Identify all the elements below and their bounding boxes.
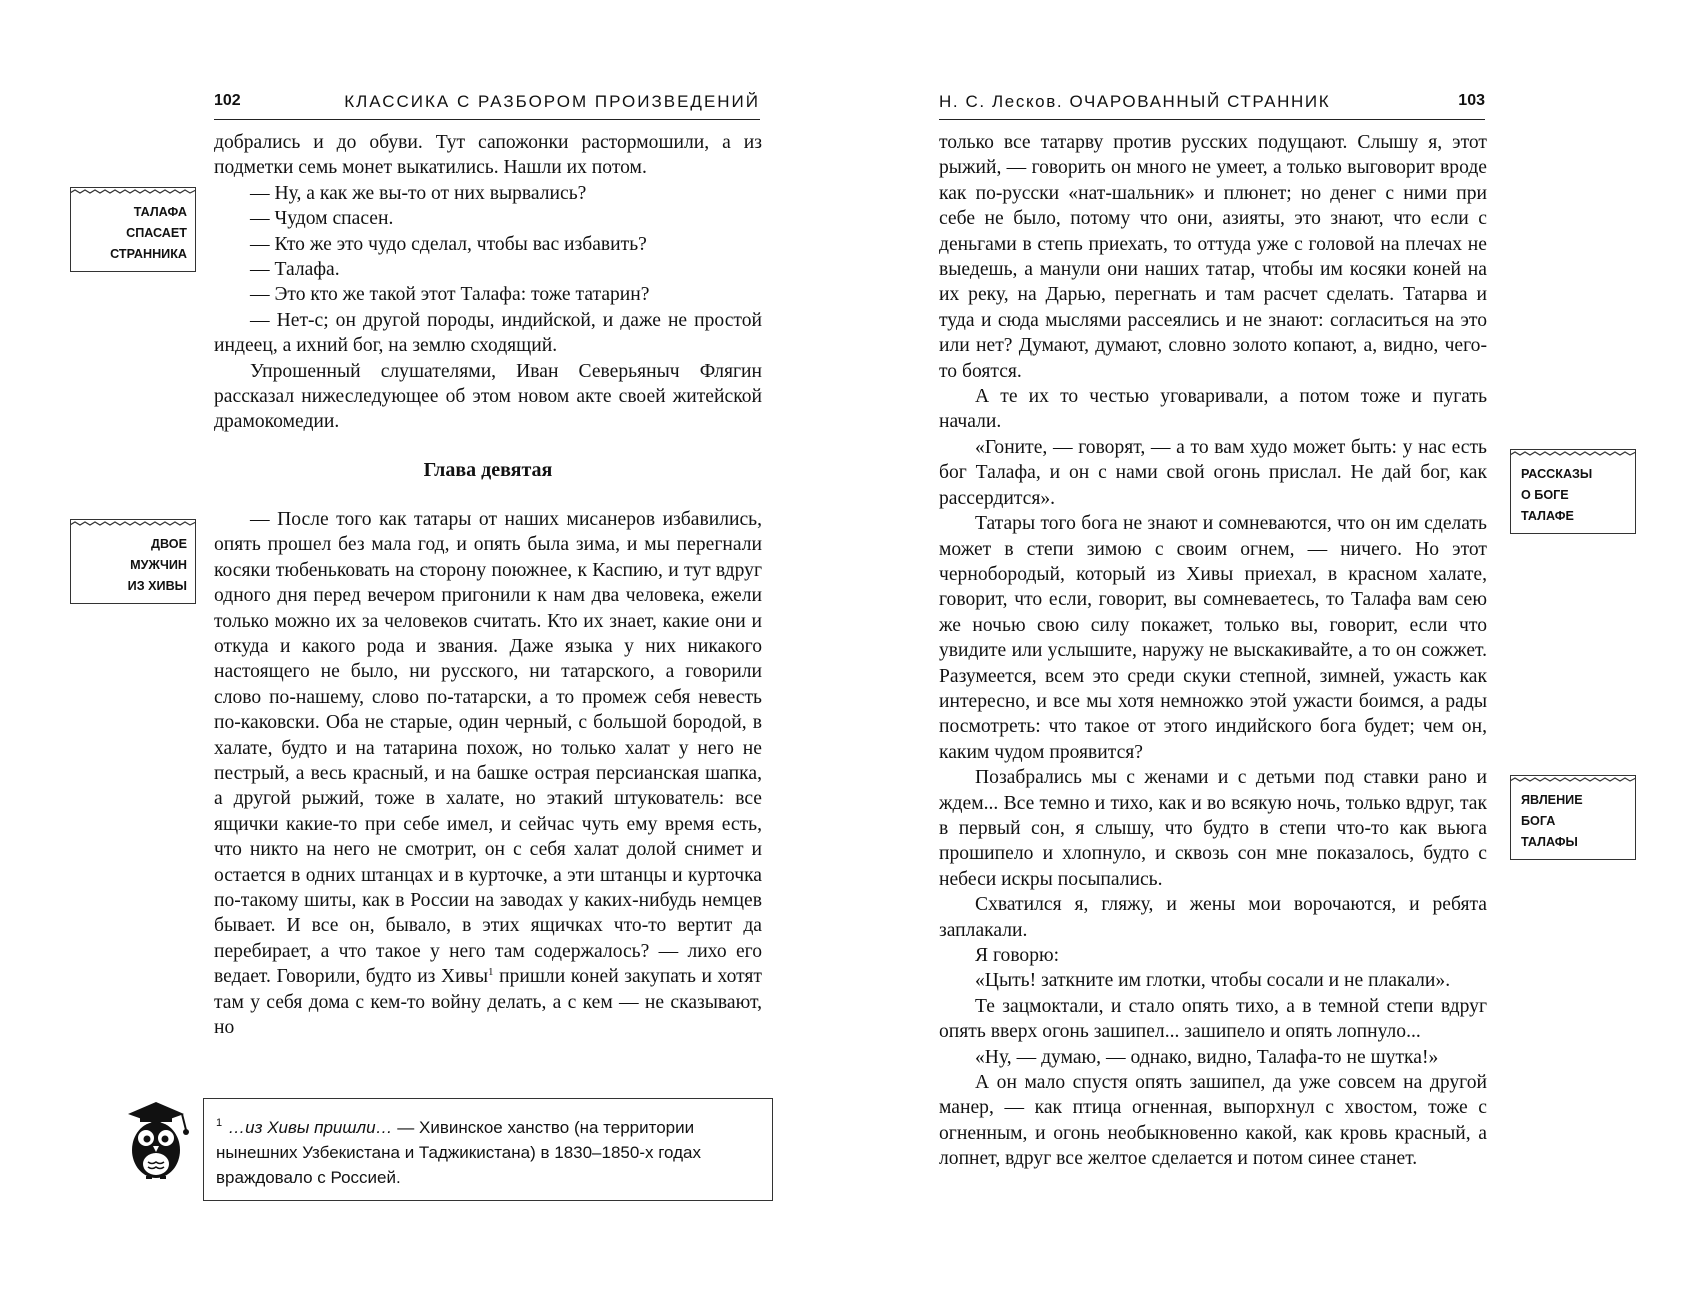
tag-line: МУЖЧИН [130,558,187,572]
tag-line: ЯВЛЕНИЕ [1521,793,1583,807]
chapter-paragraph [214,507,762,1041]
footnote-reference[interactable]: 1 [488,966,494,979]
left-running-header [214,89,760,120]
chapter-title: Глава девятая [423,458,553,481]
footnote-text: — Хивинское ханство (на территории нынешних Узбекистана и Таджикистана) в 1830–1850-х годах враждовало с Россией. [216,1118,701,1187]
right-page [845,0,1690,1312]
tag-line: ИЗ ХИВЫ [127,579,187,593]
paragraph: — Талафа. [250,259,340,281]
margin-tag-stories-talafa [1510,449,1636,534]
paragraph: «Ну, — думаю, — однако, видно, Талафа-то не шутка!» [975,1046,1439,1068]
tag-line: ТАЛАФЫ [1521,835,1578,849]
right-body-text [939,130,1487,1172]
chapter-text-part2: пришли коней закупать и хотят там у себя дома с кем-то войну делать, а с кем — не сказывают, но [214,966,762,1038]
paragraph: Позабрались мы с женами и с детьми под ставки рано и ждем... Все темно и тихо, как и во всякую ночь, только вдруг, так в первый сон, я слышу, что будто в степи что-то как вьюга прошипело и хлопнуло, и сквозь сон мне показалось, будто с небеси искры посыпались. [939,767,1487,890]
paragraph: только все татарву против русских подущают. Слышу я, этот рыжий, — говорить он много не умеет, а только выговорит вроде как по-русски «нат-шальник» и плюнет; но денег с ними при себе не было, потому что они, азияты, это знают, что если с деньгами в степь приехать, то оттудa уже с головой на плечах не выедешь, а манули они наших татар, чтобы им косяки коней на их реку, на Дарью, перегнать и там расчет сделать. Татарва и туда и сюда мыслями рассеялись и не знают: согласиться на это или нет? Думают, думают, словно золото копают, а, видно, чего-то боятся. [939,132,1487,382]
paragraph: — Ну, а как же вы-то от них вырвались? [250,182,587,204]
margin-tag-two-men [70,519,196,604]
paragraph: А те их то честью уговаривали, а потом тоже и пугать начали. [939,386,1487,433]
footnote-box [203,1098,773,1201]
right-running-header [939,89,1485,120]
paragraph: «Гоните, — говорят, — а то вам худо может быть: у нас есть бог Талафа, и он с нами свой огонь прислал. Не дай бог, как рассердится». [939,436,1487,509]
right-page-number: 103 [1458,92,1485,109]
paragraph: Упрошенный слушателями, Иван Северьяныч Флягин рассказал нижеследующее об этом новом акте своей житейской драмокомедии. [214,360,762,433]
paragraph: — Нет-с; он другой породы, индийской, и даже не простой индеец, а ихний бог, на землю сходящий. [214,309,762,357]
tag-line: СТРАННИКА [110,247,187,261]
paragraph: Татары того бога не знают и сомневаются, что он им сделать может в степи зимою с своим огнем, — ничего. Но этот чернобородый, который из Хивы приехал, в красном халате, говорит, что если, говорит, вы сомневаетесь, то Талафа вам сею же ночью свою силу покажет, только вы, говорит, если что увидите или услышите, наружу не выскакивайте, а то он сожжет. Разумеется, всем это среди скуки степной, зимней, ужасть как интересно, и все мы хотя немножко этой ужасти боимся, а рады посмотреть: что такое от этого индийского бога будет; чем он, каким чудом проявится? [939,513,1487,763]
owl-icon [120,1096,192,1180]
tag-line: СПАСАЕТ [126,226,187,240]
zigzag-edge [70,519,196,531]
zigzag-edge [70,187,196,199]
right-header-title: Н. С. Лесков. ОЧАРОВАННЫЙ СТРАННИК [939,92,1331,111]
left-body-text [214,130,762,1040]
tag-line: ТАЛАФЕ [1521,509,1574,523]
paragraph: «Цыть! заткните им глотки, чтобы сосали и не плакали». [975,970,1451,992]
paragraph: Схватился я, гляжу, и жены мои ворочаются, и ребята заплакали. [939,894,1487,941]
tag-line: О БОГЕ [1521,488,1569,502]
footnote-number: 1 [216,1117,223,1129]
left-header-title: КЛАССИКА С РАЗБОРОМ ПРОИЗВЕДЕНИЙ [344,92,760,111]
paragraph: — Чудом спасен. [250,208,394,230]
paragraph: — Кто же это чудо сделал, чтобы вас избавить? [250,233,647,255]
zigzag-edge [1510,775,1636,787]
paragraph: Я говорю: [975,945,1060,966]
tag-line: ТАЛАФА [133,205,187,219]
paragraph: добрались и до обуви. Тут сапожонки растормошили, а из подметки семь монет выкатились. Нашли их потом. [214,132,762,179]
footnote-quote: …из Хивы пришли… [228,1118,393,1137]
paragraph: А он мало спустя опять зашипел, да уже совсем на другой манер, — как птица огненная, выпорхнул с хвостом, тоже с огненным, и огонь необыкновенно какой, как кровь красный, а лопнет, вдруг все желтое сделается и потом синее станет. [939,1072,1487,1170]
chapter-text-part1: — После того как татары от наших мисанеров избавились, опять прошел без мала год, и опять была зима, и мы перегнали косяки тюбеньковать на сторону поюжнее, к Каспию, и тут вдруг одного дня перед вечером пригонили к нам два человека, ежели только можно их за человеков считать. Кто их знает, какие они и откуда и какого рода и звания. Даже языка у них никакого настоящего не было, ни русского, ни татарского, а говорили слово по-нашему, слово по-татарски, а то промеж себя невесть по-каковски. Оба не старые, один черный, с большой бородой, в халате, будто и на татарина похож, но только халат у него не пестрый, а весь красный, и на башке острая персианская шапка, а другой рыжий, тоже в халате, но этакий штукователь: все ящички какие-то при себе имел, и сейчас чуть ему время есть, что никто на него не смотрит, он с себя халат долой снимет и остается в одних штанцах и в курточке, а эти штанцы и курточка по-такому шиты, как в России на заводах у каких-нибудь немцев бывает. И все он, бывало, в этих ящичках что-то вертит да перебирает, а что такое у него там содержалось? — лихо его ведает. Говорили, будто из Хивы [214,508,762,988]
margin-tag-talafa-saves [70,187,196,272]
left-page-number: 102 [214,92,241,109]
paragraph: — Это кто же такой этот Талафа: тоже татарин? [250,284,650,306]
tag-line: ДВОЕ [151,537,187,551]
tag-line: РАССКАЗЫ [1521,467,1593,481]
tag-line: БОГА [1521,814,1556,828]
margin-tag-appearance-talafa [1510,775,1636,860]
paragraph: Те зацмоктали, и стало опять тихо, а в темной степи вдруг опять вверх огонь зашипел... зашипело и опять лопнуло... [939,995,1487,1043]
zigzag-edge [1510,449,1636,461]
